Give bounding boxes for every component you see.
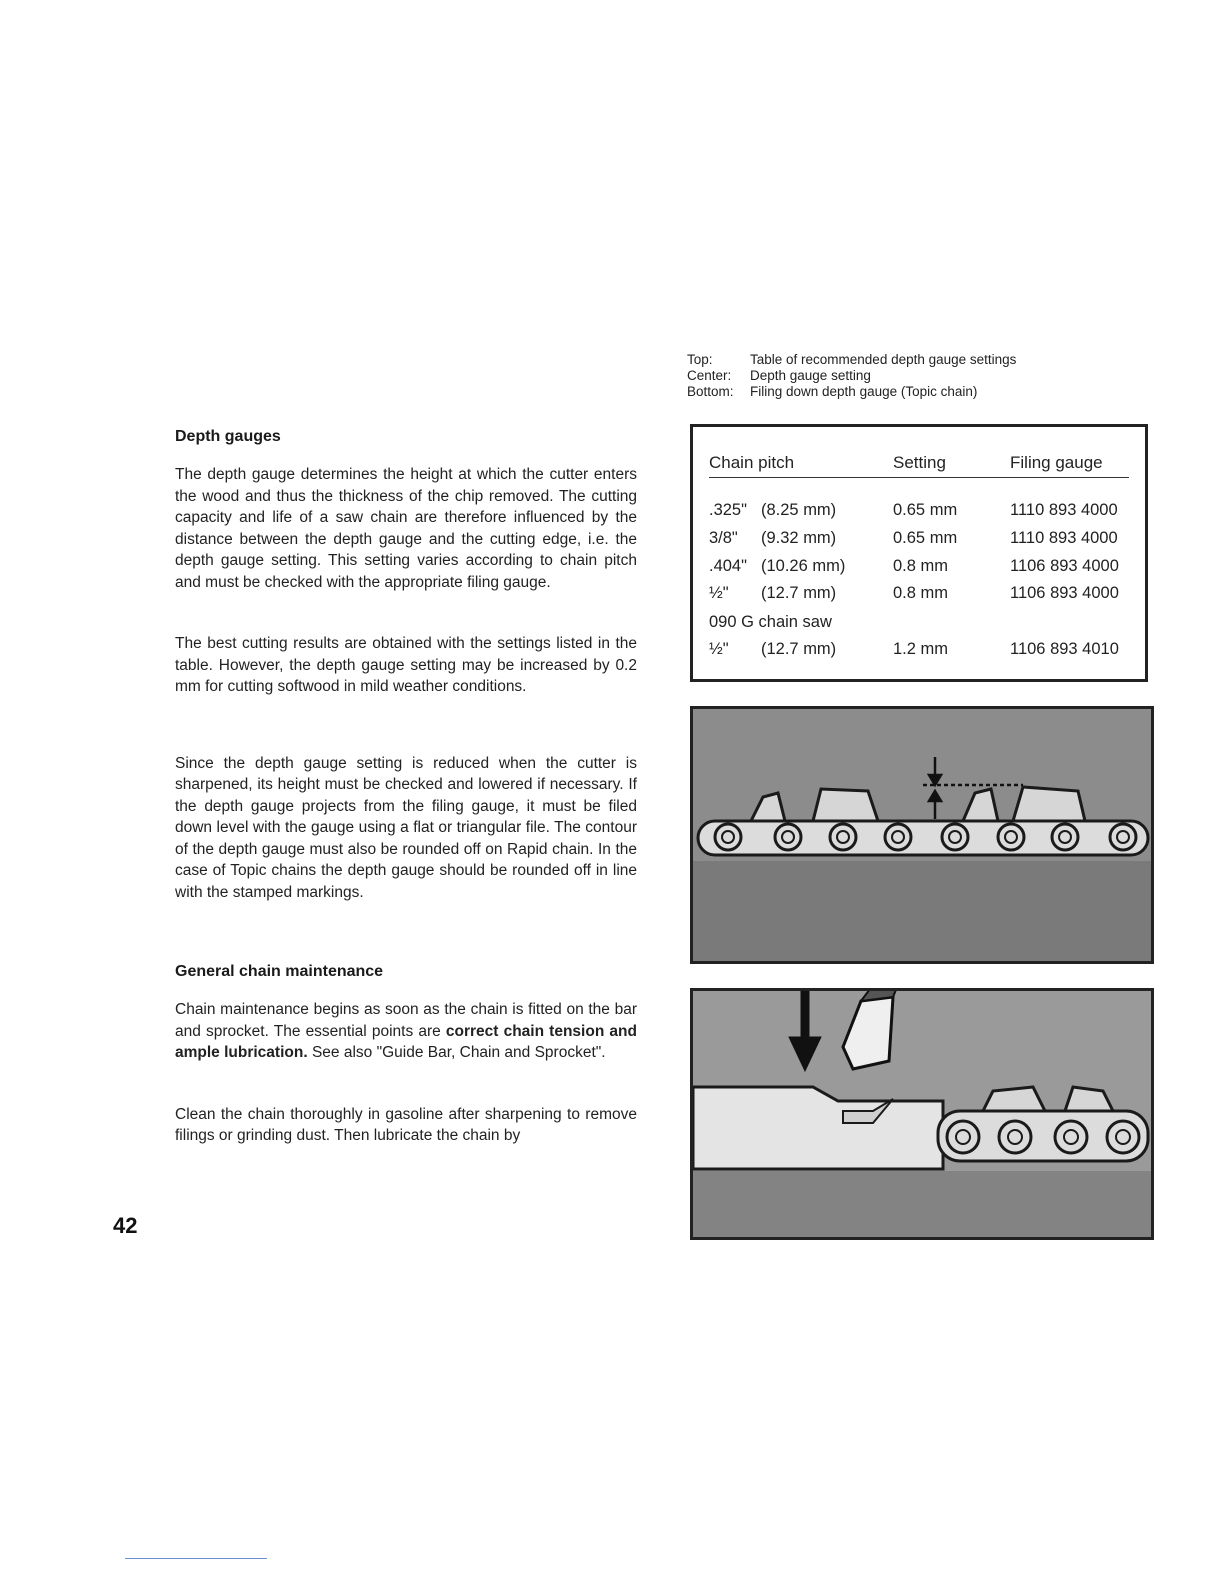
maintenance-paragraph-1: Chain maintenance begins as soon as the chain is fitted on the bar and sprocket. The essential points are correct chain tension and ample lubrication. See also "Guide Bar, Chain and Sprocket". [175,1001,637,1061]
heading-general-maintenance: General chain maintenance [175,963,384,980]
maintenance-paragraph-2: Clean the chain thoroughly in gasoline after sharpening to remove filings or grinding dust. Then lubricate the chain by [175,1105,637,1144]
depth-gauges-paragraph-3: Since the depth gauge setting is reduced when the cutter is sharpened, its height must be checked and lowered if necessary. If the depth gauge projects from the filing gauge, it must be filed down level with the gauge using a flat or triangular file. The contour of the depth gauge must also be rounded off on Rapid chain. In the case of Topic chains the depth gauge should be rounded off in line with the stamped markings. [175,754,637,901]
table-row: ½" (12.7 mm) 1.2 mm 1106 893 4010 [709,640,1119,658]
figure-captions [687,352,1016,400]
caption-center: Center: Depth gauge setting [687,368,871,383]
caption-bottom: Bottom: Filing down depth gauge (Topic chain) [687,384,978,399]
table-row: 3/8" (9.32 mm) 0.65 mm 1110 893 4000 [709,529,1118,547]
footer-rule [125,1558,267,1559]
table-row: 090 G chain saw [709,613,832,631]
depth-gauges-paragraph-1: The depth gauge determines the height at which the cutter enters the wood and thus the thickness of the chip removed. The cutting capacity and life of a saw chain are therefore influenced by the distance between the depth gauge and the cutting edge, i.e. the depth gauge setting. This setting varies according to chain pitch and must be checked with the appropriate filing gauge. [175,466,637,591]
left-column [175,428,637,1147]
filing-diagram-illustration [693,991,1151,1237]
depth-gauge-table [690,424,1148,682]
heading-depth-gauges: Depth gauges [175,428,281,445]
header-rule [709,477,1129,478]
caption-top: Top: Table of recommended depth gauge settings [687,352,1017,367]
maintenance-bold-text: correct chain tension and ample lubrication. [175,1022,637,1061]
header-filing-gauge: Filing gauge [1010,453,1103,472]
table-row: ½" (12.7 mm) 0.8 mm 1106 893 4000 [709,584,1119,602]
depth-gauge-setting-figure [690,706,1154,964]
table-row: .325" (8.25 mm) 0.65 mm 1110 893 4000 [709,501,1118,519]
chain-diagram-illustration [693,709,1151,961]
filing-depth-gauge-figure [690,988,1154,1240]
header-setting: Setting [893,453,946,472]
table-row: .404" (10.26 mm) 0.8 mm 1106 893 4000 [709,557,1119,575]
depth-gauges-paragraph-2: The best cutting results are obtained with the settings listed in the table. However, the depth gauge setting may be increased by 0.2 mm for cutting softwood in mild weather conditions. [175,635,637,695]
header-chain-pitch: Chain pitch [709,453,795,472]
page-number: 42 [113,1213,138,1238]
